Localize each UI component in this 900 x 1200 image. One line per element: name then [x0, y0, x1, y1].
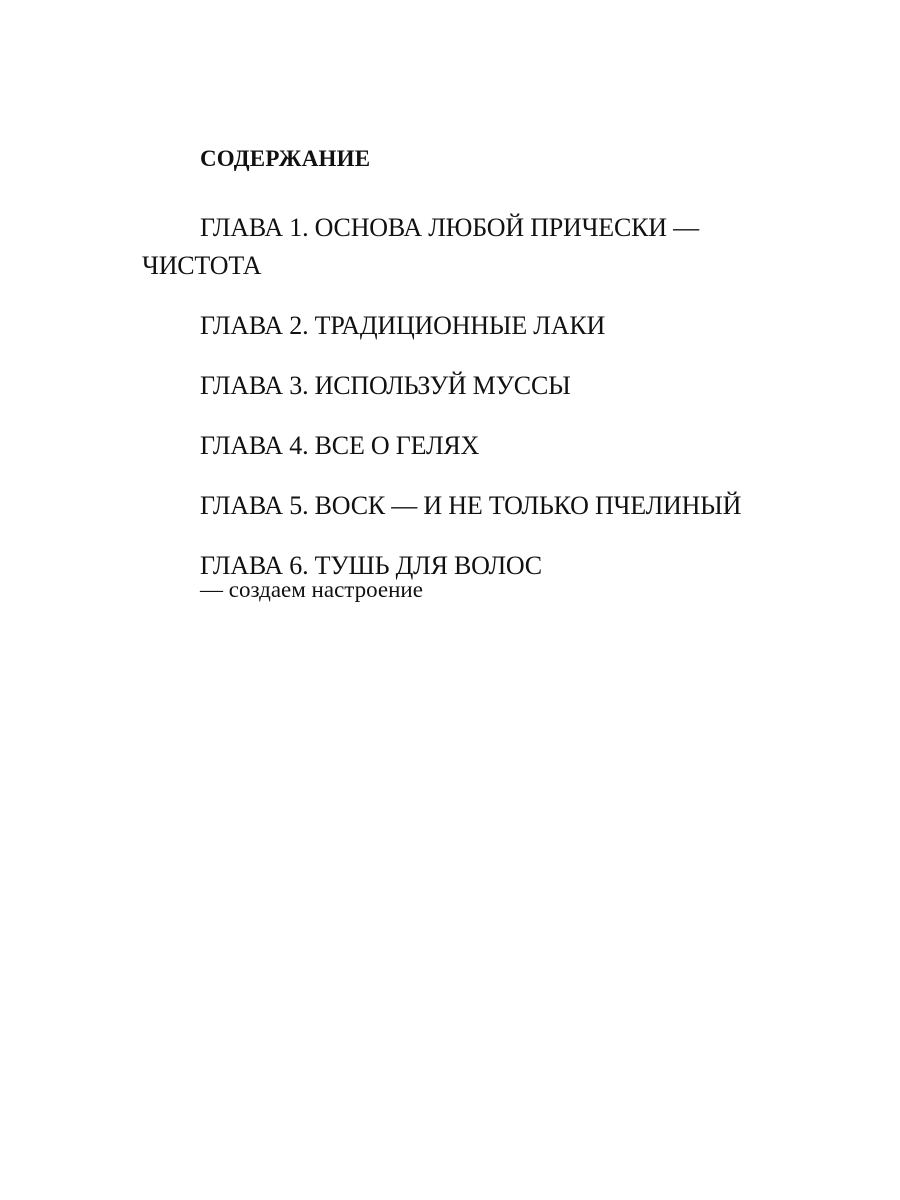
toc-entry-chapter-5: ГЛАВА 5. ВОСК — И НЕ ТОЛЬКО ПЧЕЛИНЫЙ [200, 491, 742, 520]
toc-entry-chapter-1: ГЛАВА 1. ОСНОВА ЛЮБОЙ ПРИЧЕСКИ — ЧИСТОТА [142, 213, 699, 280]
toc-entry-chapter-3: ГЛАВА 3. ИСПОЛЬЗУЙ МУССЫ [200, 371, 571, 400]
toc-heading: СОДЕРЖАНИЕ [200, 146, 371, 171]
toc-entry-chapter-6-subtitle: — создаем настроение [200, 577, 423, 602]
table-of-contents [142, 140, 782, 605]
toc-entry-chapter-6: ГЛАВА 6. ТУШЬ ДЛЯ ВОЛОС [200, 551, 542, 580]
toc-entry-chapter-2: ГЛАВА 2. ТРАДИЦИОННЫЕ ЛАКИ [200, 311, 606, 340]
toc-entry-chapter-4: ГЛАВА 4. ВСЕ О ГЕЛЯХ [200, 431, 480, 460]
